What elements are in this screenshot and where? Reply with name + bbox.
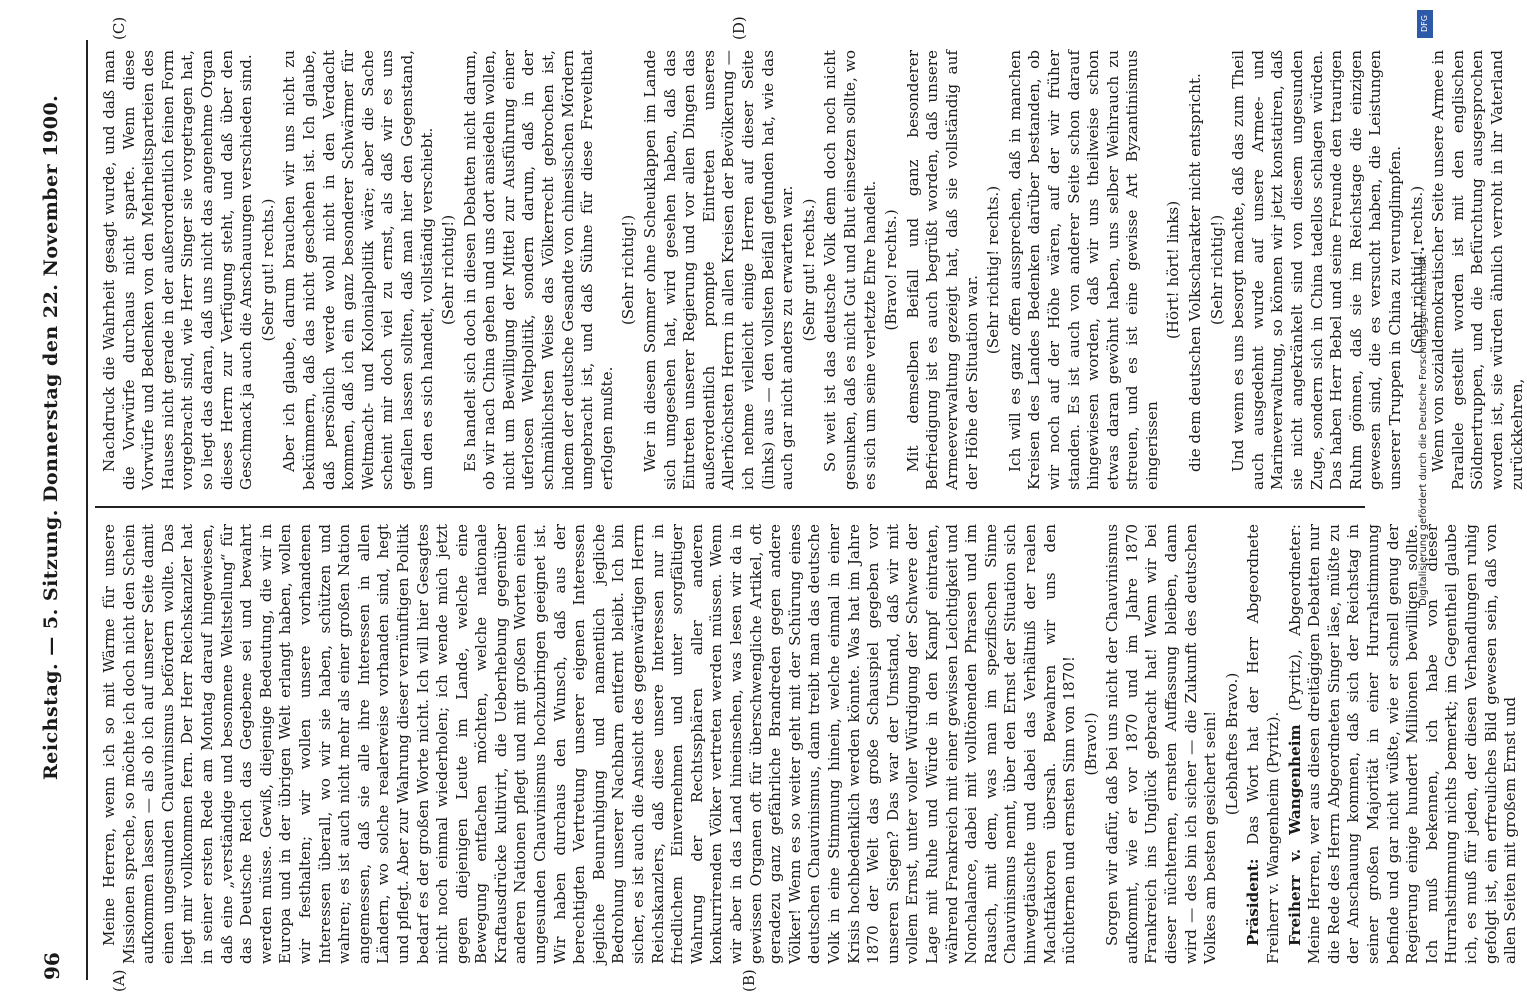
speech-text: (Pyritz), Abgeordneter: Meine Herren, wer aus diesen dreitägigen Debatten nur die Rede des Herrn Abgeordneten Singer läse, müßte zu der Anschauung kommen, daß sich der Reichstag in seiner großen Majorität in einer Hurrahstimmung befinde und gar nicht wüßte, wie er schnell genug der Regierung einige hundert Millionen bewilligen sollte. Ich muß bekennen, ich habe von dieser Hurrahstimmung nichts bemerkt; im Gegentheil glaube ich, es muß für jeden, der diesen Verhandlungen ruhig gefolgt ist, ein erfreuliches Bild gewesen sein, daß von allen Seiten mit großem Ernst und: [1285, 524, 1520, 964]
page-title: Reichstag. — 5. Sitzung. Donnerstag den 22. November 1900.: [40, 94, 62, 780]
speech-text: Das Wort hat der Herr Abgeordnete Freiherr v. Wangenheim (Pyritz).: [1244, 524, 1283, 964]
margin-marker-a: (A): [110, 969, 128, 992]
margin-marker-b: (B): [740, 969, 758, 992]
header-rule: [86, 40, 88, 980]
digitization-sidebar: [1416, 6, 1434, 994]
speaker-name: Präsident:: [1244, 858, 1263, 946]
page-header: [40, 40, 80, 980]
margin-marker-c: (C): [110, 16, 128, 40]
interjection: (Sehr richtig!): [1207, 214, 1226, 326]
paragraph: Es handelt sich doch in diesen Debatten nicht darum, ob wir nach China gehen und uns dort ansiedeln wollen, nicht um Bewilligung der Mittel zur Ausführung einer uferlosen Weltpolitik, sondern darum, daß in der schmählichsten Weise das Völkerrecht gebrochen ist, indem der deutsche Gesandte von chinesischen Mördern umgebracht ist, und daß Sühne für diese Frevelthat erfolgen mußte.: [460, 50, 616, 490]
speaker-paragraph: [1286, 524, 1521, 964]
page-number: 96: [40, 952, 64, 980]
speaker-name: Freiherr v. Wangenheim: [1285, 724, 1304, 946]
column-divider: [95, 506, 1365, 508]
paragraph: Mit demselben Beifall und ganz besonderer Befriedigung ist es auch begrüßt worden, daß unsere Armeeverwaltung gezeigt hat, daß sie vollständig auf der Höhe der Situation war.: [903, 50, 981, 490]
interjection: (Bravo!): [1081, 712, 1100, 776]
paragraph: Aber ich glaube, darum brauchen wir uns nicht zu bekümmern, daß das nicht geschehen ist. Ich glaube, daß persönlich werde wohl nicht in den Verdacht kommen, daß ich ein ganz besonderer Schwärmer für Weltmacht- und Kolonialpolitik wäre; aber die Sache scheint mir doch viel zu ernst, als daß wir es uns gefallen lassen sollten, daß man hier den Gegenstand, um den es sich handelt, vollständig verschiebt.: [280, 50, 436, 490]
paragraph: Ich will es ganz offen aussprechen, daß in manchen Kreisen des Landes Bedenken darüber bestanden, ob wir noch auf der Höhe wären, auf der wir früher standen. Es ist auch von anderer Seite schon darauf hingewiesen worden, daß wir uns theilweise schon etwas daran gewöhnt haben, uns selber Weihrauch zu streuen, und es ist eine gewisse Art Byzantinismus eingerissen: [1005, 50, 1161, 490]
interjection: (Bravo! rechts.): [882, 209, 901, 331]
paragraph: Wenn von sozialdemokratischer Seite unsere Armee in Parallele gestellt worden ist mit den englischen Söldnertruppen, und die Befürchtung ausgesprochen worden ist, sie würden ähnlich verroht in ihr Vaterland zurückkehren,: [1429, 50, 1526, 490]
interjection: (Sehr gut! rechts.): [799, 198, 818, 342]
interjection: (Hört! hört! links): [1164, 200, 1183, 340]
paragraph: die dem deutschen Volkscharakter nicht entspricht.: [1186, 73, 1205, 472]
margin-marker-d: (D): [730, 16, 748, 40]
interjection: (Sehr richtig! rechts.): [1407, 185, 1426, 355]
paragraph: Sorgen wir dafür, daß bei uns nicht der Chauvinismus aufkommt, wie er vor 1870 und im Jahre 1870 Frankreich ins Unglück gebracht hat! Wenn wir bei dieser nüchternen, ernsten Auffassung bleiben, dann wird — des bin ich sicher — die Zukunft des deutschen Volkes am besten gesichert sein!: [1103, 524, 1220, 964]
interjection: (Lebhaftes Bravo.): [1222, 672, 1241, 816]
president-paragraph: [1244, 524, 1283, 964]
digitization-credit: Digitalisierung gefördert durch die Deutsche Forschungsgemeinschaft •: [1418, 246, 1429, 606]
paragraph: So weit ist das deutsche Volk denn doch noch nicht gesunken, daß es nicht Gut und Blut einsetzen sollte, wo es sich um seine verletzte Ehre handelt.: [821, 50, 879, 490]
paragraph: Und wenn es uns besorgt machte, daß das zum Theil auch ausgedehnt wurde auf unsere Armee- und Marineverwaltung, so können wir jetzt konstatiren, daß sie nicht angekränkelt sind von diesem ungesunden Zuge, sondern sich in China tadellos schlagen würden. Das haben Herr Bebel und seine Freunde den traurigen Ruhm gönnen, daß sie im Reichstage die einzigen gewesen sind, die es versucht haben, die Leistungen unserer Truppen in China zu verunglimpfen.: [1229, 50, 1404, 490]
paragraph: Nachdruck die Wahrheit gesagt wurde, und daß man die Vorwürfe durchaus nicht sparte. Wenn diese Vorwürfe und Bedenken von den Mehrheitsparteien des Hauses nicht gerade in der außerordentlich feinen Form vorgebracht sind, wie Herr Singer sie vorgetragen hat, so liegt das daran, daß uns nicht das angenehme Organ dieses Herrn zur Verfügung steht, und daß über den Geschmack ja auch die Anschauungen verschieden sind.: [100, 50, 256, 490]
interjection: (Sehr richtig! rechts.): [984, 185, 1003, 355]
paragraph: Wer in diesem Sommer ohne Scheuklappen im Lande sich umgesehen hat, wird gesehen haben, daß das Eintreten unserer Regierung und vor allen Dingen das außerordentlich prompte Eintreten unseres Allerhöchsten Herrn in allen Kreisen der Bevölkerung — ich nehme vielleicht einige Herren auf dieser Seite (links) aus — den vollsten Beifall gefunden hat, wie das auch gar nicht anders zu erwarten war.: [641, 50, 797, 490]
interjection: (Sehr richtig!): [439, 214, 458, 326]
left-column: [100, 524, 1520, 964]
dfg-logo: DFG: [1417, 10, 1433, 38]
interjection: (Sehr gut! rechts.): [258, 198, 277, 342]
interjection: (Sehr richtig!): [619, 214, 638, 326]
paragraph: Meine Herren, wenn ich so mit Wärme für unsere Missionen spreche, so möchte ich doch nicht den Schein aufkommen lassen — als ob ich auf unserer Seite damit einen ungesunden Chauvinismus befördern wollte. Das liegt mir vollkommen fern. Der Herr Reichskanzler hat in seiner ersten Rede am Montag darauf hingewiesen, daß eine „verständige und besonnene Weltstellung“ für das Deutsche Reich das Gegebene sei und bewahrt werden müsse. Gewiß, diejenige Bedeutung, die wir in Europa und in der übrigen Welt erlangt haben, wollen wir festhalten; wir wollen unsere vorhandenen Interessen überall, wo wir sie haben, schützen und wahren; es ist auch nicht mehr als einer großen Nation angemessen, daß sie alle ihre Interessen in allen Ländern, wo solche realerweise vorhanden sind, hegt und pflegt. Aber zur Wahrung dieser vernünftigen Politik bedarf es der großen Worte nicht. Ich will hier Gesagtes nicht noch einmal wiederholen; ich wende mich jetzt gegen diejenigen Leute im Lande, welche eine Bewegung entfachen möchten, welche nationale Kraftausdrücke kultivirt, die Ueberhebung gegenüber anderen Nationen pflegt und mit großen Worten einen ungesunden Chauvinismus hochzubringen geeignet ist. Wir haben durchaus den Wunsch, daß aus der berechtigten Vertretung unserer eigenen Interessen jegliche Beunruhigung und namentlich jegliche Bedrohung unserer Nachbarn entfernt bleibt. Ich bin sicher, es ist auch die Ansicht des gegenwärtigen Herrn Reichskanzlers, daß diese unsere Interessen nur in friedlichem Einvernehmen und unter sorgfältiger Wahrung der Rechtssphären aller anderen konkurrirenden Völker vertreten werden müssen. Wenn wir aber in das Land hineinsehen, was lesen wir da in gewissen Organen oft für überschwengliche Artikel, oft geradezu ganz gefährliche Brandreden gegen andere Völker! Wenn es so weiter geht mit der Schürung eines deutschen Chauvinismus, dann treibt man das deutsche Volk in eine Stimmung hinein, welche einmal in einer Krisis hochbedenklich werden könnte. Was hat im Jahre 1870 der Welt das große Schauspiel gegeben vor unseren Siegen? Das war der Umstand, daß wir mit vollem Ernst, unter voller Würdigung der Schwere der Lage mit Ruhe und Würde in den Kampf eintraten, während Frankreich mit einer gewissen Leichtigkeit und Nonchalance, dabei mit volltönenden Phrasen und im Rausch, mit dem, was man im spezifischen Sinne Chauvinismus nennt, über den Ernst der Situation sich hinwegtäuschte und dabei das Verhältniß der realen Machtfaktoren übersah. Bewahren wir uns den nüchternen und ernsten Sinn von 1870!: [100, 524, 1079, 964]
